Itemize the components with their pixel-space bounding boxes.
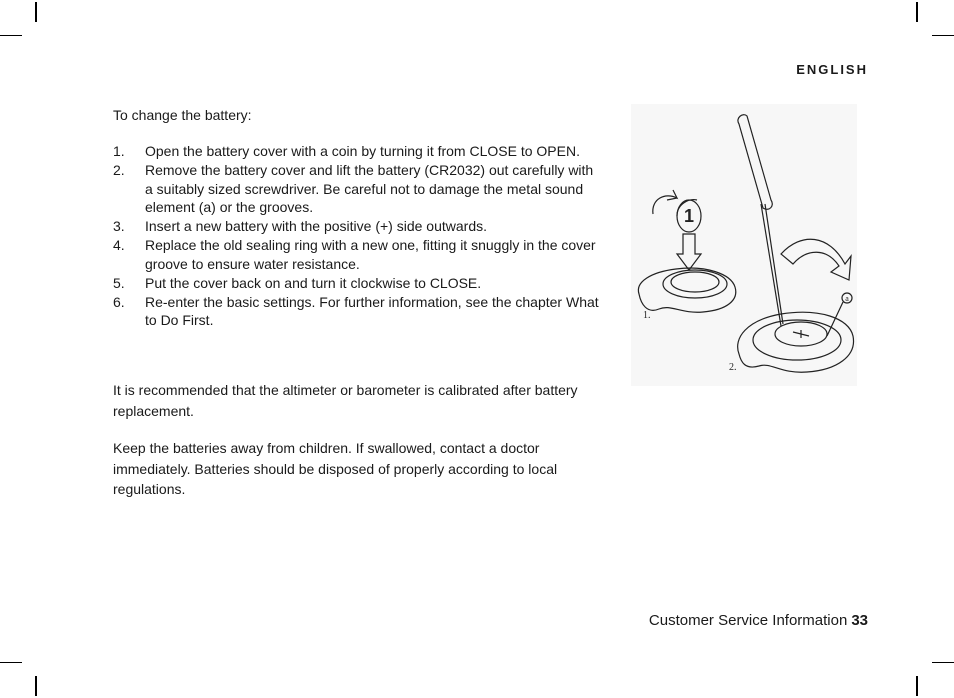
- list-item: [113, 161, 603, 217]
- step-text: Insert a new battery with the positive (+) side outwards.: [145, 218, 487, 234]
- step-number: 5.: [113, 274, 125, 291]
- step1-label: 1.: [643, 310, 651, 321]
- step-number: 1.: [113, 143, 125, 159]
- footer: [649, 612, 868, 629]
- safety-note: Keep the batteries away from children. If swallowed, contact a doctor immediately. Batteries should be disposed of properly according to local regulations.: [113, 440, 558, 497]
- crop-mark: [35, 2, 37, 22]
- crop-mark: [35, 676, 37, 696]
- intro-text: To change the battery:: [113, 107, 252, 123]
- page-number: 33: [851, 612, 868, 629]
- crop-mark: [932, 662, 954, 663]
- footer-section-title: Customer Service Information: [648, 612, 848, 629]
- step-number: 2.: [113, 162, 125, 178]
- steps-list: [113, 142, 603, 330]
- step-text: Re-enter the basic settings. For further information, see the chapter What to Do First.: [145, 293, 599, 328]
- list-item: [113, 142, 603, 161]
- list-item: [113, 293, 603, 330]
- battery-replacement-illustration: [631, 104, 857, 386]
- crop-mark: [932, 35, 954, 36]
- list-item: [113, 236, 603, 273]
- step2-label: 2.: [729, 362, 737, 373]
- calibration-note: It is recommended that the altimeter or barometer is calibrated after battery replacement.: [113, 382, 578, 419]
- crop-mark: [916, 2, 918, 22]
- step-text: Replace the old sealing ring with a new one, fitting it snuggly in the cover groove to ensure water resistance.: [145, 237, 596, 272]
- list-item: [113, 274, 603, 293]
- step-text: Remove the battery cover and lift the battery (CR2032) out carefully with a suitably sized screwdriver. Be careful not to damage the metal sound element (a) or the grooves.: [145, 162, 594, 215]
- step-text: Put the cover back on and turn it clockwise to CLOSE.: [145, 274, 482, 291]
- list-item: [113, 217, 603, 236]
- crop-mark: [916, 676, 918, 696]
- step-number: 3.: [113, 218, 125, 234]
- sound-element-label: a: [845, 294, 849, 303]
- crop-mark: [0, 662, 22, 663]
- step-text: Open the battery cover with a coin by turning it from CLOSE to OPEN.: [145, 143, 580, 159]
- crop-mark: [0, 35, 22, 36]
- coin-number: 1: [683, 206, 695, 226]
- step-number: 6.: [113, 293, 125, 310]
- language-label: ENGLISH: [796, 62, 868, 77]
- step-number: 4.: [113, 237, 125, 253]
